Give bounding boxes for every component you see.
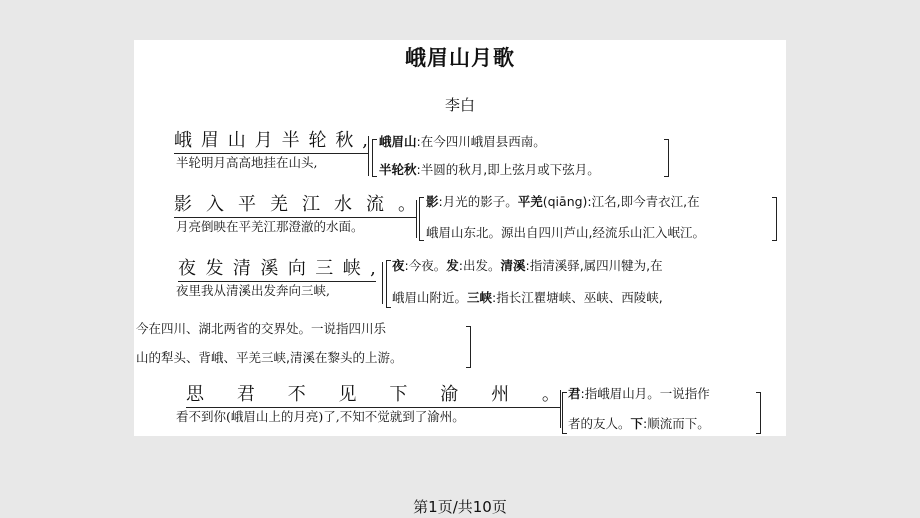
verse-line-4 [186, 384, 560, 408]
note-text: :月光的影子。 [438, 194, 518, 209]
note-line [392, 258, 663, 274]
note-term: 下 [630, 416, 644, 431]
translation-line-1: 半轮明月高高地挂在山头, [176, 155, 318, 170]
note-line [568, 416, 710, 432]
note-term: 清溪 [500, 258, 526, 273]
verse-line-1 [174, 130, 368, 154]
verse-char: 入 [206, 194, 224, 215]
verse-line-3 [178, 258, 376, 282]
verse-char: 羌 [270, 194, 288, 215]
verse-char: 清 [232, 258, 251, 279]
verse-char: 水 [334, 194, 352, 215]
divider [368, 136, 369, 176]
bracket-right [664, 139, 669, 177]
note-text: :指峨眉山月。一说指作 [580, 386, 710, 401]
bracket-right [772, 197, 777, 241]
note-line [379, 162, 600, 178]
verse-char: 渝 [440, 384, 459, 405]
note-line [426, 194, 700, 210]
verse-char: 半 [281, 130, 300, 151]
note-term: 三峡 [467, 290, 493, 305]
verse-char: , [370, 258, 376, 279]
note-text: 今在四川、湖北两省的交界处。一说指四川乐 [136, 321, 387, 336]
translation-line-3: 夜里我从清溪出发奔向三峡, [176, 283, 330, 298]
verse-char: 轮 [308, 130, 327, 151]
verse-char: 发 [205, 258, 224, 279]
note-text: 山的犁头、背峨、平羌三峡,清溪在黎头的上游。 [136, 350, 403, 365]
note-text: :半圆的秋月,即上弦月或下弦月。 [416, 162, 600, 177]
note-text: 峨眉山附近。 [392, 290, 468, 305]
slide-page [134, 40, 786, 436]
bracket-right [466, 326, 471, 368]
verse-char: 三 [315, 258, 334, 279]
note-line [379, 134, 546, 150]
note-text: 者的友人。 [568, 416, 631, 431]
verse-char: 流 [366, 194, 384, 215]
note-text: 峨眉山东北。源出自四川芦山,经流乐山汇入岷江。 [426, 225, 705, 240]
note-line [392, 290, 663, 306]
verse-char: 江 [302, 194, 320, 215]
verse-char: 向 [287, 258, 306, 279]
verse-char: 峡 [342, 258, 361, 279]
bracket-left [372, 139, 377, 177]
page-indicator: 第1页/共10页 [413, 498, 507, 516]
verse-char: 山 [227, 130, 246, 151]
bracket-left [562, 392, 567, 434]
poem-author: 李白 [444, 96, 475, 114]
verse-char: 影 [174, 194, 192, 215]
note-text: :指清溪驿,属四川犍为,在 [525, 258, 663, 273]
verse-char: 。 [541, 384, 560, 405]
note-line [426, 225, 705, 241]
divider [416, 200, 417, 238]
note-term: 夜 [392, 258, 405, 273]
verse-char: 君 [236, 384, 255, 405]
verse-line-2 [174, 194, 416, 218]
note-line [136, 350, 402, 366]
note-text: (qiāng):江名,即今青衣江,在 [542, 194, 700, 209]
verse-char: 月 [254, 130, 273, 151]
verse-char: 夜 [178, 258, 196, 279]
verse-char: 不 [287, 384, 306, 405]
bracket-left [419, 197, 424, 241]
note-text: :顺流而下。 [643, 416, 710, 431]
divider [382, 262, 383, 304]
divider [560, 390, 561, 428]
note-term: 君 [568, 386, 581, 401]
bracket-right [756, 392, 761, 434]
verse-char: 思 [186, 384, 204, 405]
verse-char: 。 [398, 194, 416, 215]
note-line [136, 321, 386, 337]
note-term: 峨眉山 [379, 134, 417, 149]
note-text: :今夜。 [404, 258, 447, 273]
verse-char: 州 [491, 384, 510, 405]
note-text: :指长江瞿塘峡、巫峡、西陵峡, [492, 290, 663, 305]
verse-char: 眉 [200, 130, 219, 151]
verse-char: , [362, 130, 368, 151]
verse-char: 平 [238, 194, 256, 215]
translation-line-2: 月亮倒映在平羌江那澄澈的水面。 [176, 219, 364, 234]
note-term: 平羌 [517, 194, 543, 209]
verse-char: 见 [338, 384, 357, 405]
note-line [568, 386, 710, 402]
verse-char: 溪 [260, 258, 279, 279]
note-term: 发 [446, 258, 459, 273]
note-text: :在今四川峨眉县西南。 [416, 134, 546, 149]
translation-line-4: 看不到你(峨眉山上的月亮)了,不知不觉就到了渝州。 [176, 409, 465, 424]
note-term: 影 [426, 194, 439, 209]
poem-title: 峨眉山月歌 [405, 46, 515, 70]
bracket-left [386, 260, 391, 308]
verse-char: 秋 [335, 130, 354, 151]
verse-char: 下 [389, 384, 408, 405]
verse-char: 峨 [174, 130, 192, 151]
note-term: 半轮秋 [379, 162, 417, 177]
note-text: :出发。 [458, 258, 501, 273]
